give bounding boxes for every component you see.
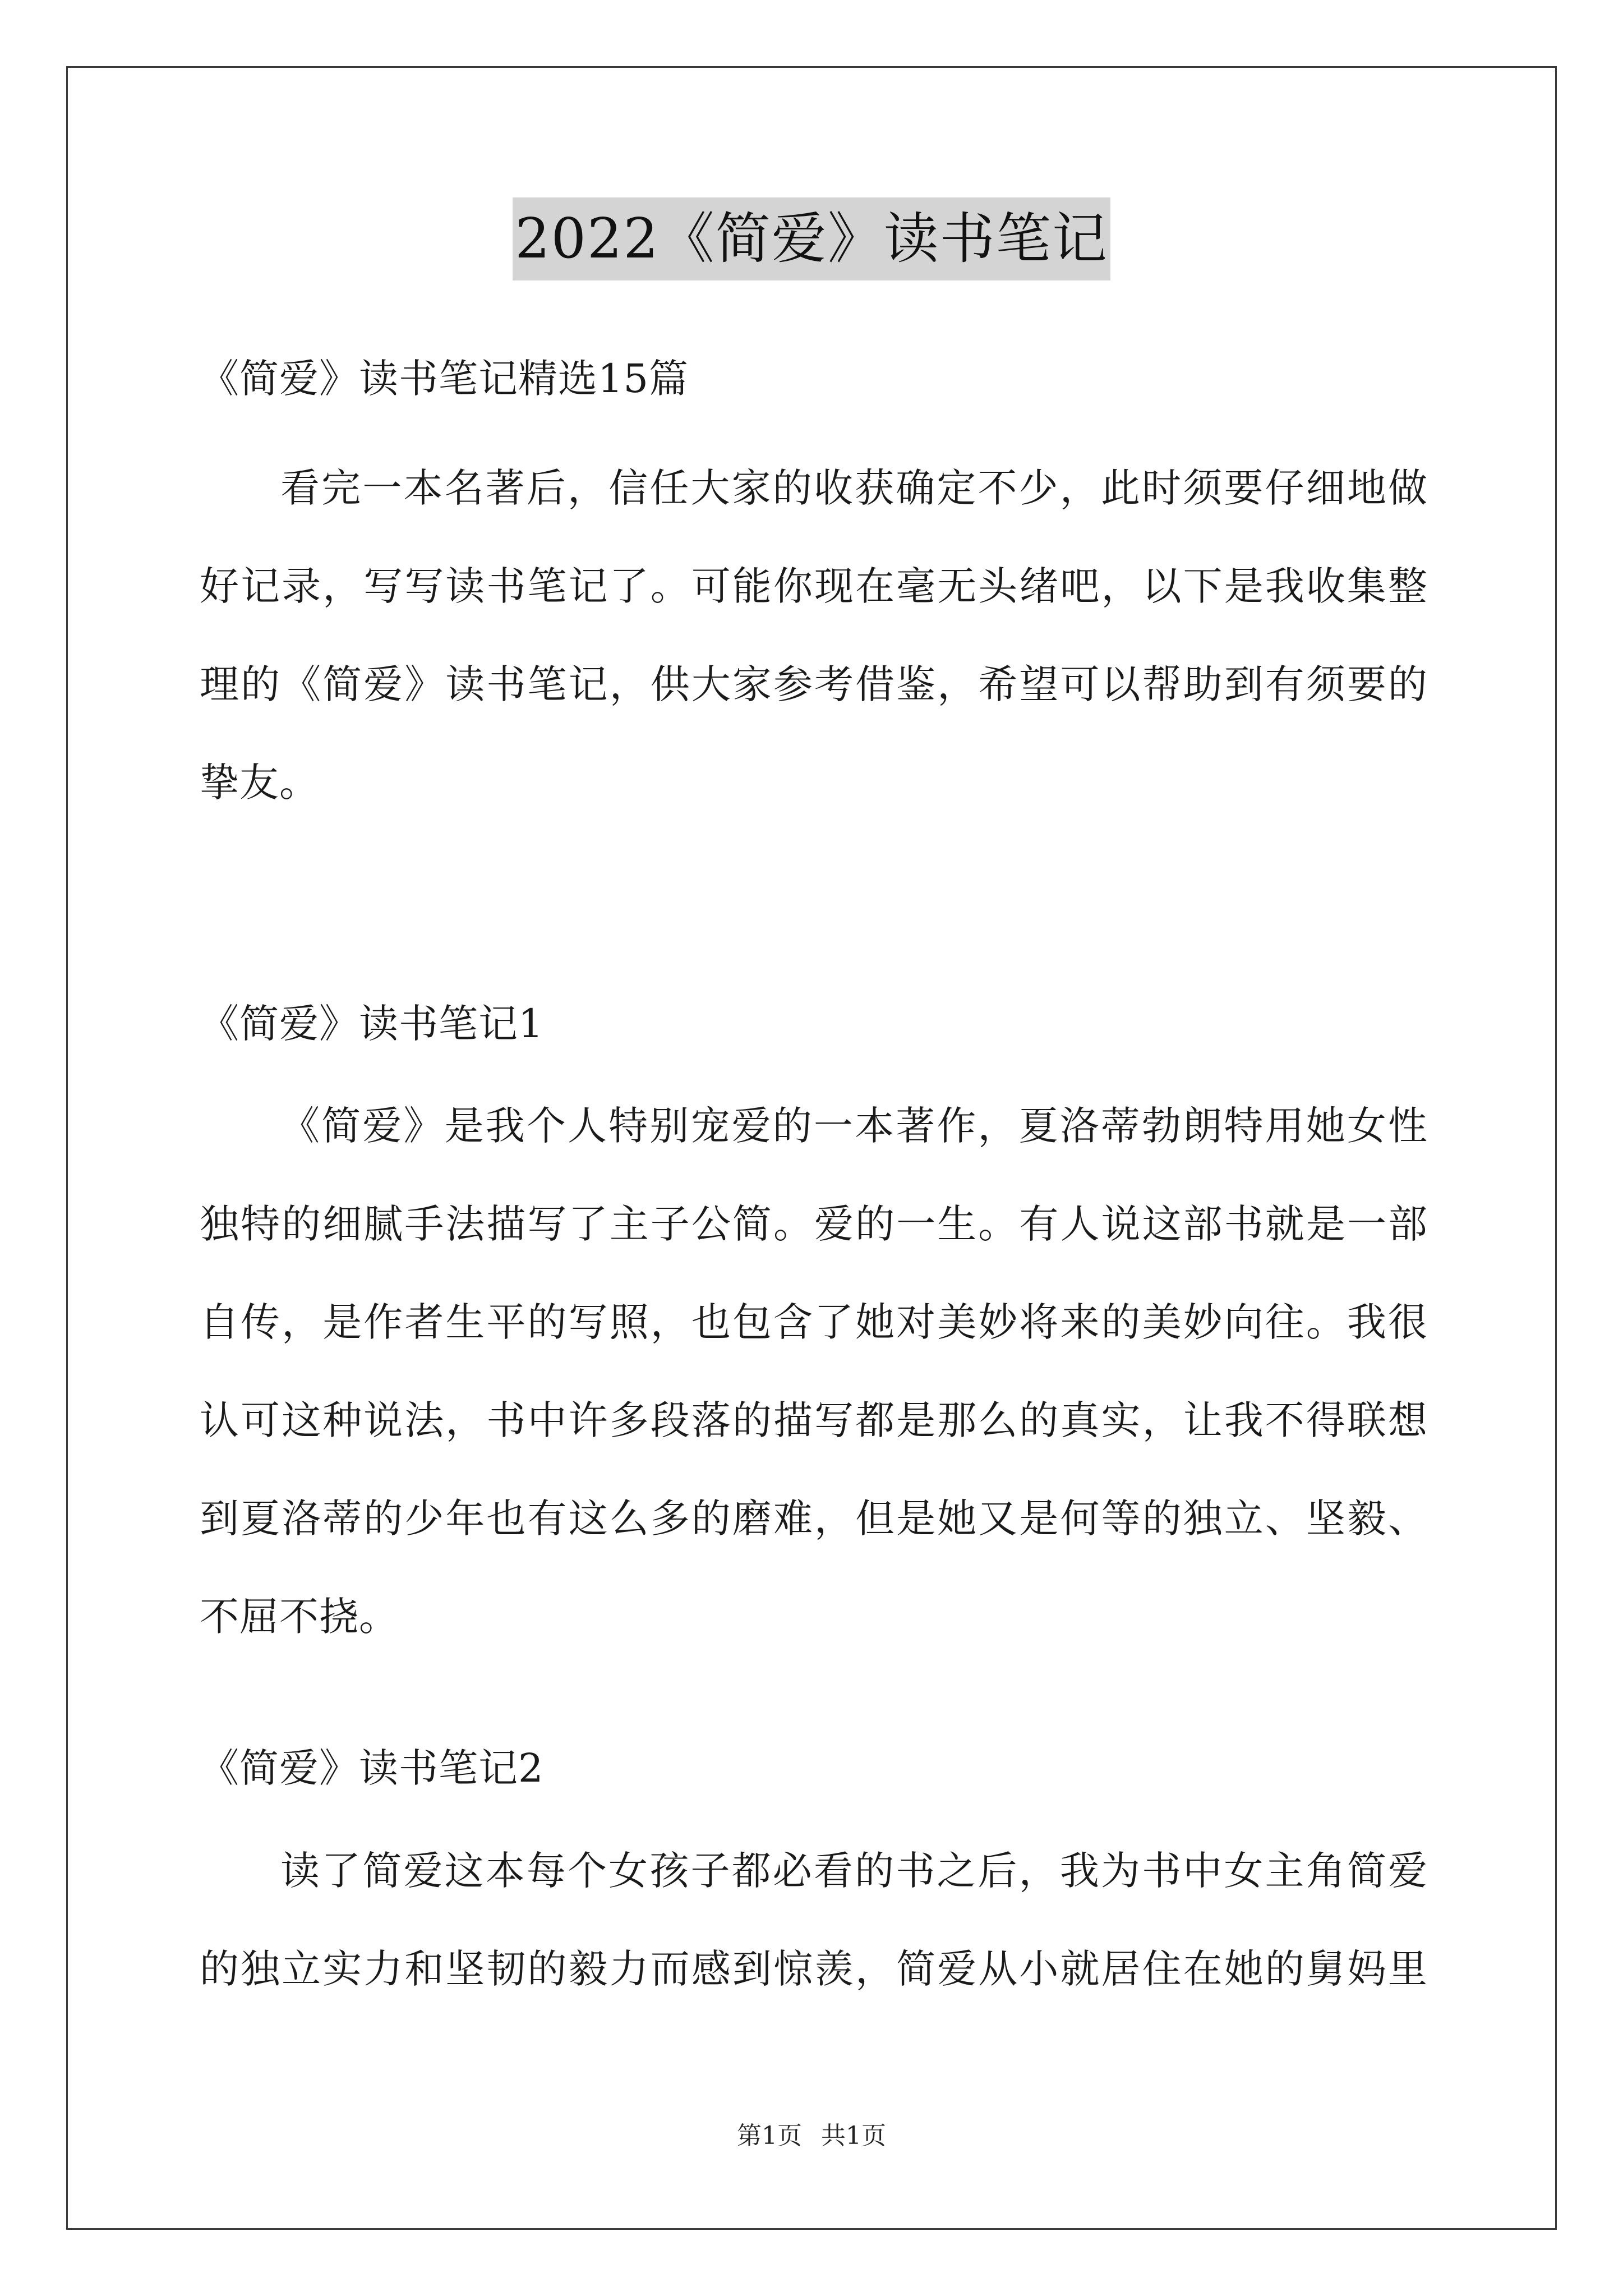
title-container [0, 197, 1623, 280]
intro-line: 好记录，写写读书笔记了。可能你现在毫无头绪吧，以下是我收集整 [200, 563, 1428, 609]
document-subtitle: 《简爱》读书笔记精选15篇 [200, 356, 689, 402]
section-heading: 《简爱》读书笔记2 [200, 1745, 544, 1791]
document-title: 2022《简爱》读书笔记 [513, 197, 1110, 280]
section-line: 独特的细腻手法描写了主子公简。爱的一生。有人说这部书就是一部 [200, 1201, 1428, 1247]
section-line: 《简爱》是我个人特别宠爱的一本著作，夏洛蒂勃朗特用她女性 [280, 1103, 1428, 1149]
section-line: 自传，是作者生平的写照，也包含了她对美妙将来的美妙向往。我很 [200, 1299, 1428, 1345]
intro-line: 挚友。 [200, 760, 319, 806]
section-line: 认可这种说法，书中许多段落的描写都是那么的真实，让我不得联想 [200, 1397, 1428, 1443]
page-number-current: 第1页 [737, 2122, 802, 2150]
intro-line: 看完一本名著后，信任大家的收获确定不少，此时须要仔细地做 [280, 465, 1428, 511]
section-line: 不屈不挠。 [200, 1594, 399, 1640]
section-line: 的独立实力和坚韧的毅力而感到惊羡，简爱从小就居住在她的舅妈里 [200, 1946, 1428, 1992]
intro-line: 理的《简爱》读书笔记，供大家参考借鉴，希望可以帮助到有须要的 [200, 661, 1428, 707]
section-heading: 《简爱》读书笔记1 [200, 1001, 544, 1047]
page-footer [0, 2119, 1623, 2153]
section-line: 读了简爱这本每个女孩子都必看的书之后，我为书中女主角简爱 [280, 1848, 1428, 1894]
section-line: 到夏洛蒂的少年也有这么多的磨难，但是她又是何等的独立、坚毅、 [200, 1496, 1428, 1542]
page-number-total: 共1页 [821, 2122, 886, 2150]
